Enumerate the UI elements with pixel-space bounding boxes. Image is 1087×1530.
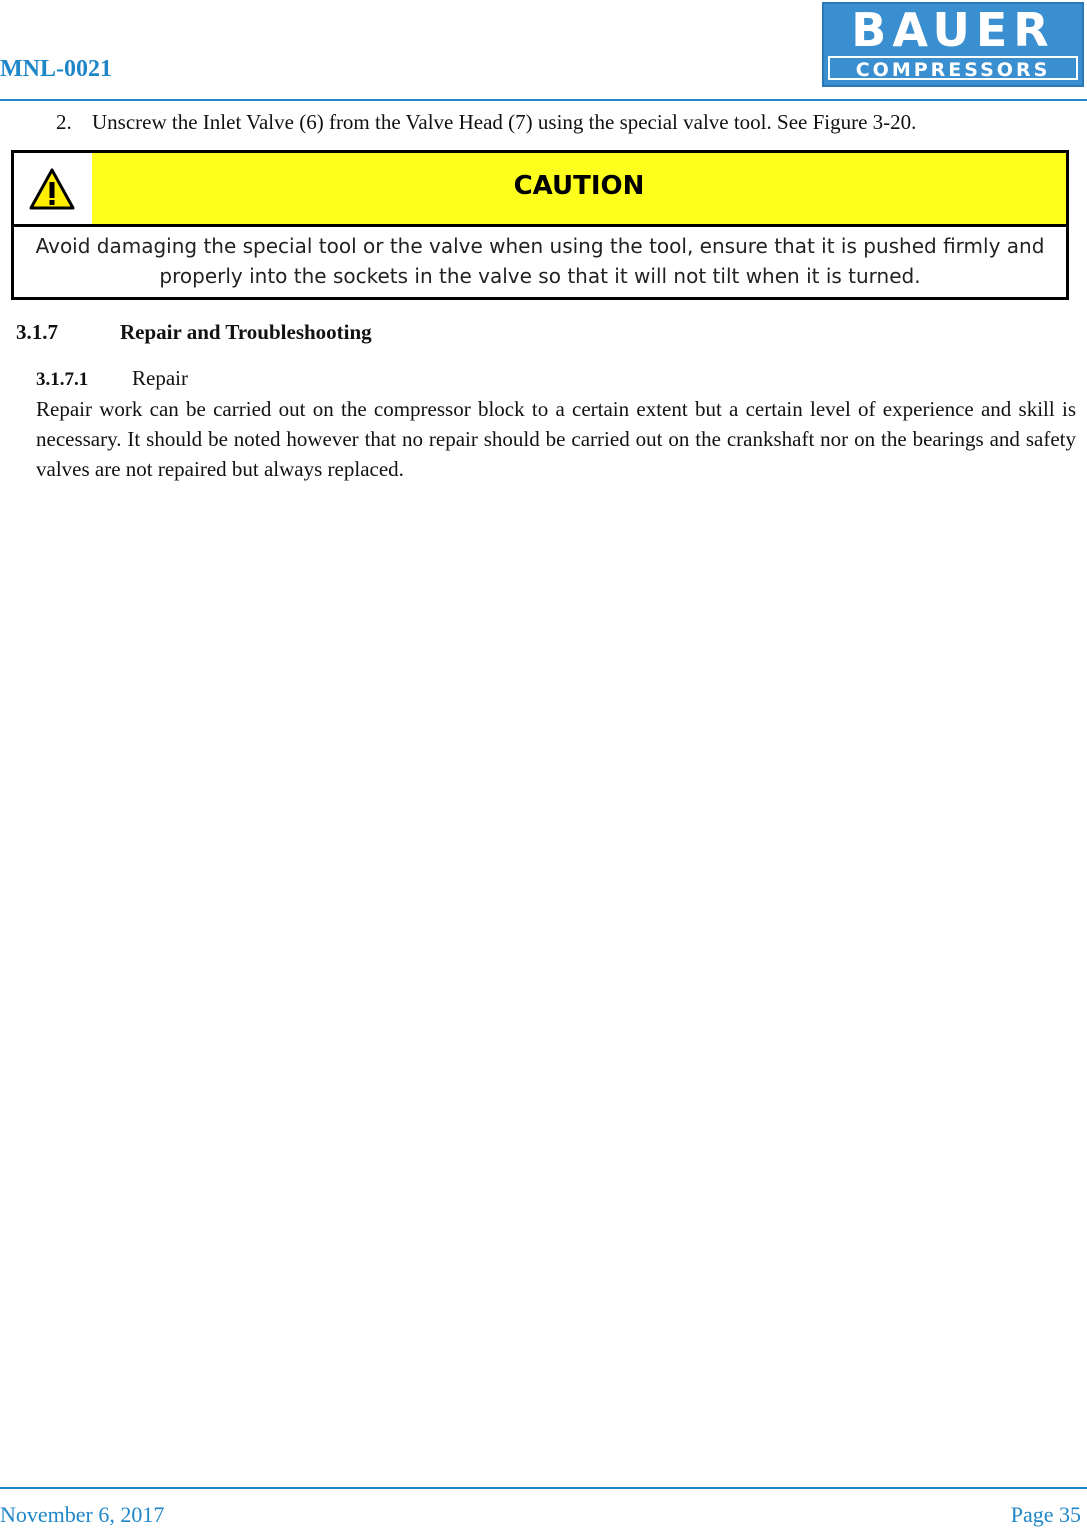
subsection-number: 3.1.7.1 [36, 369, 89, 390]
procedure-step [56, 110, 916, 135]
caution-icon-cell [14, 153, 92, 224]
logo-wordmark: BAUER [851, 3, 1055, 57]
header-divider [0, 99, 1087, 101]
logo-subtitle: COMPRESSORS [828, 56, 1078, 80]
caution-header [14, 153, 1066, 227]
page-number: Page 35 [1010, 1502, 1081, 1527]
section-heading [16, 320, 372, 345]
footer-date: November 6, 2017 [0, 1502, 165, 1527]
section-number: 3.1.7 [16, 320, 58, 344]
warning-triangle-icon [28, 167, 76, 211]
document-id: MNL-0021 [0, 56, 112, 82]
step-number: 2. [56, 110, 72, 134]
footer-divider [0, 1487, 1087, 1489]
subsection-heading [36, 366, 188, 391]
subsection-title: Repair [132, 366, 188, 390]
section-title: Repair and Troubleshooting [120, 320, 372, 344]
bauer-logo [822, 2, 1084, 87]
caution-title: CAUTION [513, 171, 645, 201]
caution-box [11, 150, 1069, 300]
step-text: Unscrew the Inlet Valve (6) from the Valve Head (7) using the special valve tool. See Figure 3-20. [92, 110, 917, 134]
caution-message: Avoid damaging the special tool or the valve when using the tool, ensure that it is pushed firmly and properly into the sockets in the valve so that it will not tilt when it is turned. [35, 234, 1045, 288]
repair-paragraph: Repair work can be carried out on the compressor block to a certain extent but a certain level of experience and skill is necessary. It should be noted however that no repair should be carried out on the crankshaft nor on the bearings and safety valves are not repaired but always replaced. [36, 397, 1076, 481]
